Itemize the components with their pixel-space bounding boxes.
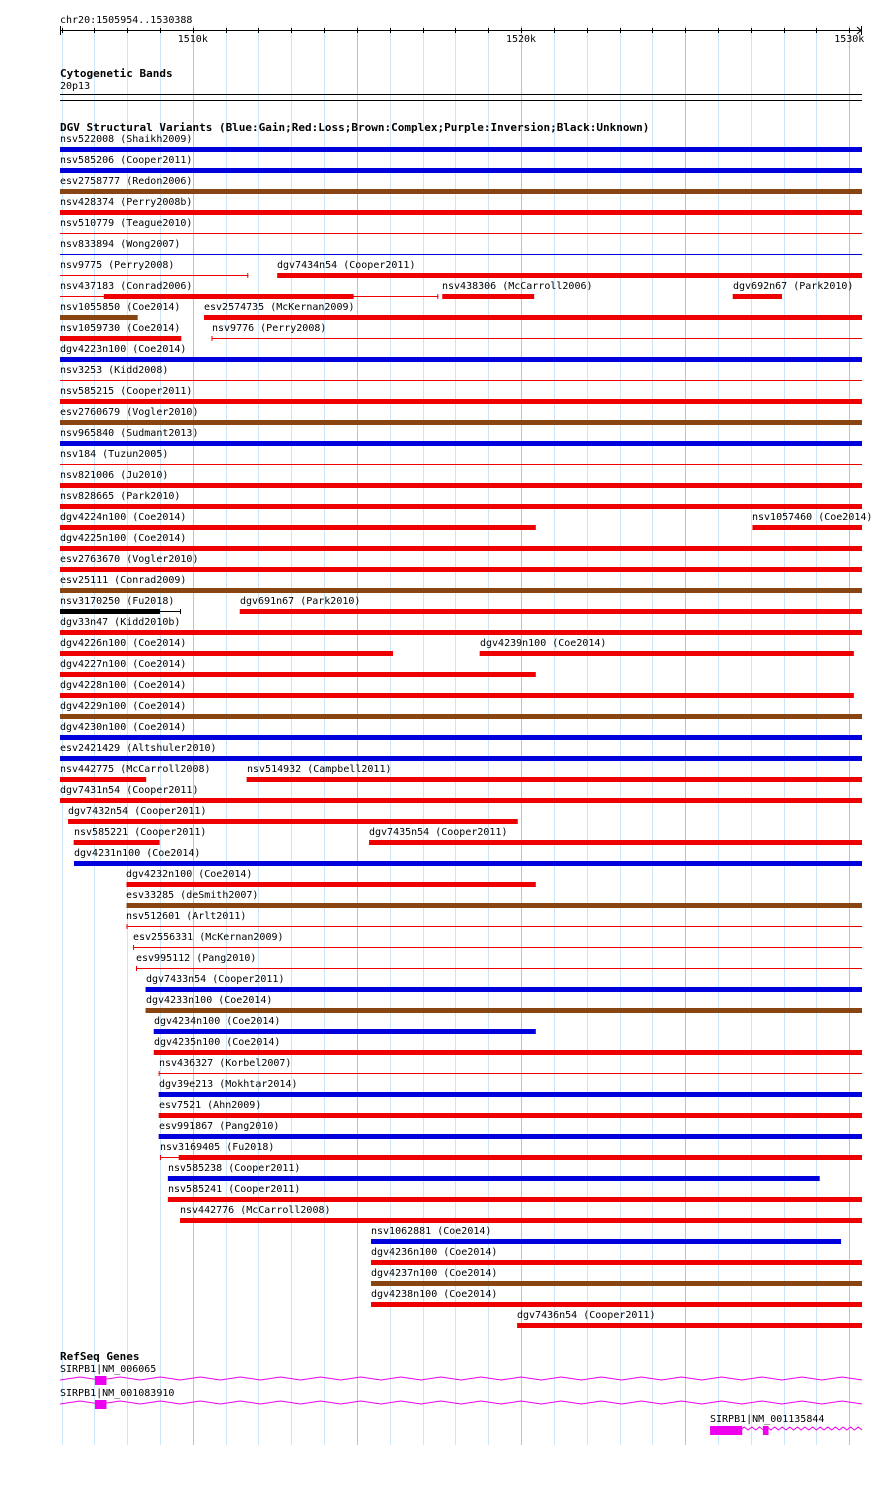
gene-intron-line [60, 1377, 862, 1380]
variant-label[interactable]: dgv4238n100 (Coe2014) [371, 1289, 498, 1300]
variant-bar [154, 1050, 862, 1055]
variant-label[interactable]: nsv522008 (Shaikh2009) [60, 134, 193, 145]
variant-label[interactable]: dgv7432n54 (Cooper2011) [68, 806, 207, 817]
variant-bar [204, 315, 862, 320]
variant-label[interactable]: dgv39e213 (Mokhtar2014) [159, 1079, 298, 1090]
variant-label[interactable]: dgv4231n100 (Coe2014) [74, 848, 201, 859]
variant-label[interactable]: nsv510779 (Teague2010) [60, 218, 193, 229]
variant-label[interactable]: esv2421429 (Altshuler2010) [60, 743, 217, 754]
variant-label[interactable]: esv2763670 (Vogler2010) [60, 554, 199, 565]
variant-label[interactable]: dgv692n67 (Park2010) [733, 281, 854, 292]
variant-bar [60, 546, 862, 551]
variant-label[interactable]: dgv4224n100 (Coe2014) [60, 512, 187, 523]
variant-label[interactable]: nsv3253 (Kidd2008) [60, 365, 169, 376]
variant-bar [60, 357, 862, 362]
variant-bar [277, 273, 862, 278]
variant-bar [180, 1218, 862, 1223]
variant-bar [159, 1092, 862, 1097]
variant-bar [60, 651, 393, 656]
variant-bar [60, 693, 854, 698]
variant-label[interactable]: dgv4239n100 (Coe2014) [480, 638, 607, 649]
variant-bar [126, 903, 862, 908]
refseq-track-title[interactable]: RefSeq Genes [60, 1350, 140, 1363]
variant-bar [60, 504, 862, 509]
variant-label[interactable]: esv2556331 (McKernan2009) [133, 932, 284, 943]
variant-label[interactable]: dgv4234n100 (Coe2014) [154, 1016, 281, 1027]
variant-label[interactable]: dgv4228n100 (Coe2014) [60, 680, 187, 691]
variant-label[interactable]: dgv7434n54 (Cooper2011) [277, 260, 416, 271]
variant-bar [159, 1134, 862, 1139]
variant-bar [480, 651, 854, 656]
variant-bar [60, 609, 160, 614]
variant-bar [60, 399, 862, 404]
variant-label[interactable]: nsv1062881 (Coe2014) [371, 1226, 492, 1237]
variant-label[interactable]: nsv428374 (Perry2008b) [60, 197, 193, 208]
variant-bar [60, 189, 862, 194]
variant-bar [752, 525, 862, 530]
variant-label[interactable]: nsv585241 (Cooper2011) [168, 1184, 301, 1195]
variant-bar [60, 798, 862, 803]
gene-label[interactable]: SIRPB1|NM_001135844 [710, 1414, 825, 1425]
variant-bar [371, 1302, 862, 1307]
variant-label[interactable]: dgv4226n100 (Coe2014) [60, 638, 187, 649]
variant-bar [369, 840, 862, 845]
variant-bar [60, 588, 862, 593]
variant-label[interactable]: dgv7431n54 (Cooper2011) [60, 785, 199, 796]
variant-bar [60, 714, 862, 719]
variant-label[interactable]: nsv9776 (Perry2008) [212, 323, 327, 334]
ruler-tick-label: 1520k [505, 34, 537, 45]
variant-label[interactable]: nsv3169405 (Fu2018) [160, 1142, 275, 1153]
variant-bar [146, 1008, 862, 1013]
cytoband-track-title[interactable]: Cytogenetic Bands [60, 67, 173, 80]
variant-bar [60, 630, 862, 635]
variant-label[interactable]: dgv7435n54 (Cooper2011) [369, 827, 508, 838]
variant-label[interactable]: dgv7433n54 (Cooper2011) [146, 974, 285, 985]
cytoband-label: 20p13 [60, 81, 91, 92]
variant-label[interactable]: nsv585206 (Cooper2011) [60, 155, 193, 166]
gene-exon [95, 1376, 106, 1385]
variant-bar [74, 861, 862, 866]
variant-bar [126, 882, 535, 887]
variant-label[interactable]: dgv4232n100 (Coe2014) [126, 869, 253, 880]
variant-bar [168, 1176, 820, 1181]
variant-label[interactable]: dgv4235n100 (Coe2014) [154, 1037, 281, 1048]
variant-bar [517, 1323, 862, 1328]
variant-bar [104, 294, 354, 299]
variant-bar [733, 294, 782, 299]
variant-label[interactable]: dgv691n67 (Park2010) [240, 596, 361, 607]
variant-bar [60, 441, 862, 446]
variant-bar [60, 756, 862, 761]
variant-label[interactable]: nsv821006 (Ju2010) [60, 470, 169, 481]
variant-label[interactable]: nsv442775 (McCarroll2008) [60, 764, 211, 775]
variant-label[interactable]: nsv9775 (Perry2008) [60, 260, 175, 271]
variant-label[interactable]: dgv4227n100 (Coe2014) [60, 659, 187, 670]
variant-label[interactable]: esv2758777 (Redon2006) [60, 176, 193, 187]
dgv-track-title[interactable]: DGV Structural Variants (Blue:Gain;Red:Loss;Brown:Complex;Purple:Inversion;Black:Unknown) [60, 121, 650, 134]
gene-exon [95, 1400, 106, 1409]
variant-label[interactable]: dgv4230n100 (Coe2014) [60, 722, 187, 733]
variant-label[interactable]: esv995112 (Pang2010) [136, 953, 257, 964]
variant-bar [60, 420, 862, 425]
variant-bar [60, 567, 862, 572]
ruler-tick-label: 1530k [834, 34, 865, 45]
variant-bar [371, 1281, 862, 1286]
variant-label[interactable]: dgv7436n54 (Cooper2011) [517, 1310, 656, 1321]
ruler-location: chr20:1505954..1530388 [60, 15, 193, 26]
variant-bar [371, 1260, 862, 1265]
variant-label[interactable]: nsv1055850 (Coe2014) [60, 302, 181, 313]
variant-bar [74, 840, 160, 845]
variant-label[interactable]: nsv585215 (Cooper2011) [60, 386, 193, 397]
variant-bar [60, 777, 146, 782]
variant-bar [60, 336, 181, 341]
gene-label[interactable]: SIRPB1|NM_001083910 [60, 1388, 175, 1399]
variant-label[interactable]: dgv33n47 (Kidd2010b) [60, 617, 181, 628]
variant-label[interactable]: nsv1059730 (Coe2014) [60, 323, 181, 334]
variant-label[interactable]: nsv442776 (McCarroll2008) [180, 1205, 331, 1216]
variant-label[interactable]: dgv4229n100 (Coe2014) [60, 701, 187, 712]
variant-bar [68, 819, 518, 824]
variant-label[interactable]: esv991867 (Pang2010) [159, 1121, 280, 1132]
variant-bar [371, 1239, 841, 1244]
variant-bar [60, 147, 862, 152]
variant-bar [159, 1113, 862, 1118]
variant-label[interactable]: dgv4225n100 (Coe2014) [60, 533, 187, 544]
gene-exon [710, 1426, 742, 1435]
gene-label[interactable]: SIRPB1|NM_006065 [60, 1364, 157, 1375]
variant-bar [60, 315, 138, 320]
variant-label[interactable]: dgv4223n100 (Coe2014) [60, 344, 187, 355]
variant-label[interactable]: nsv965840 (Sudmant2013) [60, 428, 199, 439]
variant-label[interactable]: nsv3170250 (Fu2018) [60, 596, 175, 607]
variant-label[interactable]: nsv1057460 (Coe2014) [752, 512, 873, 523]
variant-label[interactable]: esv7521 (Ahn2009) [159, 1100, 262, 1111]
variant-label[interactable]: nsv828665 (Park2010) [60, 491, 181, 502]
variant-bar [60, 525, 536, 530]
variant-label[interactable]: esv2574735 (McKernan2009) [204, 302, 355, 313]
variant-label[interactable]: nsv512601 (Arlt2011) [126, 911, 247, 922]
variant-label[interactable]: nsv833894 (Wong2007) [60, 239, 181, 250]
variant-label[interactable]: nsv585221 (Cooper2011) [74, 827, 207, 838]
gene-intron-line [60, 1401, 862, 1404]
variant-label[interactable]: nsv436327 (Korbel2007) [159, 1058, 292, 1069]
variant-label[interactable]: nsv514932 (Campbell2011) [247, 764, 392, 775]
variant-bar [60, 672, 536, 677]
variant-bar [179, 1155, 862, 1160]
variant-label[interactable]: nsv585238 (Cooper2011) [168, 1163, 301, 1174]
variant-bar [154, 1029, 536, 1034]
variant-bar [60, 168, 862, 173]
variant-label[interactable]: dgv4237n100 (Coe2014) [371, 1268, 498, 1279]
variant-label[interactable]: nsv437183 (Conrad2006) [60, 281, 193, 292]
variant-label[interactable]: nsv438306 (McCarroll2006) [442, 281, 593, 292]
variant-bar [247, 777, 862, 782]
variant-bar [168, 1197, 862, 1202]
variant-label[interactable]: dgv4233n100 (Coe2014) [146, 995, 273, 1006]
variant-label[interactable]: dgv4236n100 (Coe2014) [371, 1247, 498, 1258]
variant-label[interactable]: esv33285 (deSmith2007) [126, 890, 259, 901]
variant-bar [240, 609, 862, 614]
variant-label[interactable]: nsv184 (Tuzun2005) [60, 449, 169, 460]
variant-label[interactable]: esv2760679 (Vogler2010) [60, 407, 199, 418]
variant-bar [60, 210, 862, 215]
variant-bar [146, 987, 862, 992]
ruler-tick-label: 1510k [177, 34, 208, 45]
variant-bar [60, 735, 862, 740]
variant-bar [60, 483, 862, 488]
variant-label[interactable]: esv25111 (Conrad2009) [60, 575, 187, 586]
gene-exon [763, 1426, 769, 1435]
variant-bar [442, 294, 534, 299]
